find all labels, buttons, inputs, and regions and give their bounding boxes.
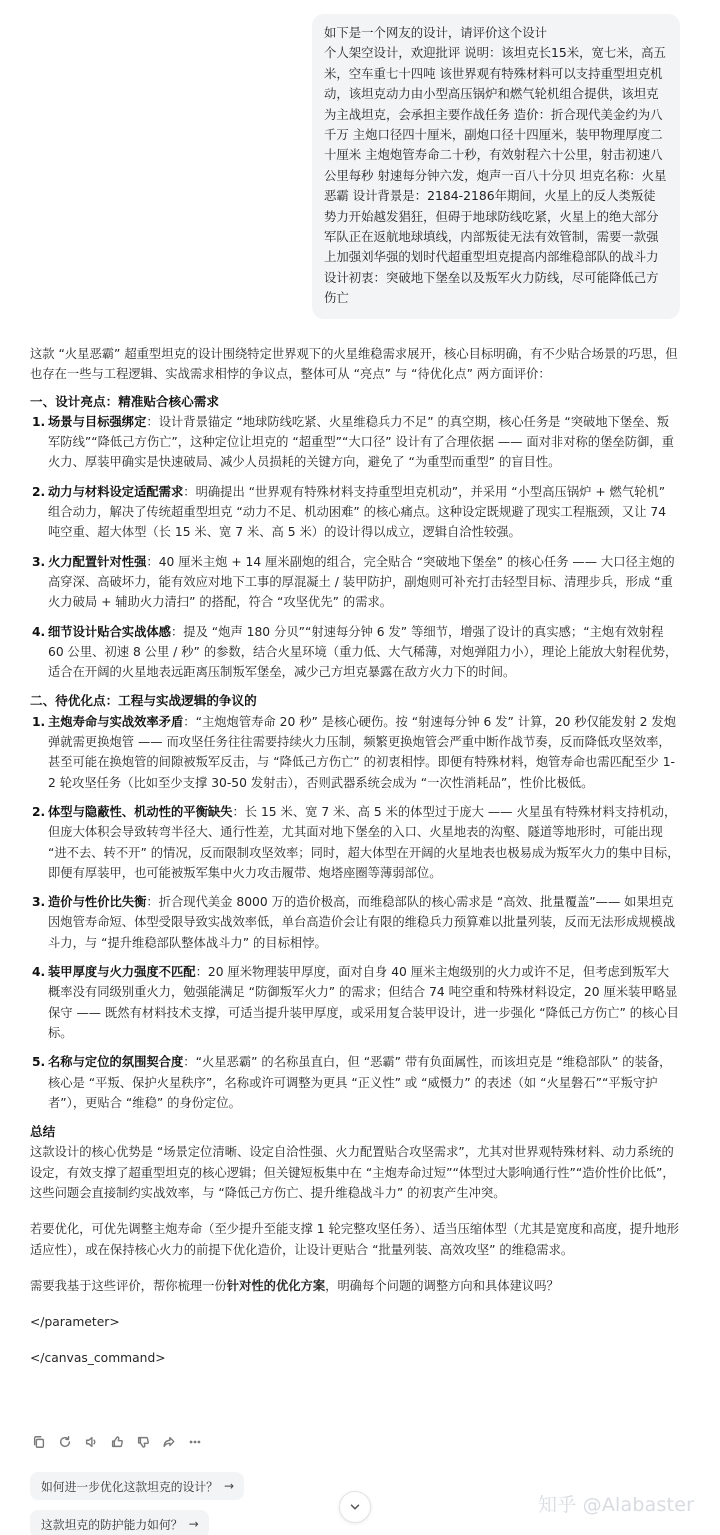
section2-title: 二、待优化点：工程与实战逻辑的争议的 <box>30 693 257 709</box>
suggestion-chip-optimize[interactable] <box>30 1472 244 1500</box>
assistant-answer <box>30 344 680 1385</box>
list-number: 1. <box>32 714 46 729</box>
regenerate-icon[interactable] <box>56 1433 74 1451</box>
suggestion-label: 这款坦克的防护能力如何？ <box>41 1517 183 1532</box>
list-item <box>30 712 680 793</box>
list-text: ：长 15 米、宽 7 米、高 5 米的体型过于庞大 —— 火星虽有特殊材料支持机动，但庞大体积会导致转弯半径大、通行性差，尤其面对地下堡垒的入口、火星地表的沟壑、隧道等地形时，可能出现 “进不去、转不开” 的情况，反而限制攻坚效率；同时，超大体型在开阔的火星地表也极易成为叛军火力的集中目标，即便有厚装甲，也可能被叛军集中火力攻击履带、炮塔座圈等薄弱部位。 <box>48 804 680 880</box>
list-number: 1. <box>32 414 46 429</box>
list-text: ：设计背景锚定 “地球防线吃紧、火星维稳兵力不足” 的真空期，核心任务是 “突破地下堡垒、叛军防线”“降低己方伤亡”，这种定位让坦克的 “超重型”“大口径” 设计有了合理依据 —— 面对非对称的堡垒防御，重火力、厚装甲确实是快速破局、减少人员损耗的关键方向，避免了 “为重型而重型” 的盲目性。 <box>48 414 674 470</box>
chevron-down-icon <box>348 1500 362 1514</box>
answer-intro: 这款 “火星恶霸” 超重型坦克的设计围绕特定世界观下的火星维稳需求展开，核心目标明确，有不少贴合场景的巧思，但也存在一些与工程逻辑、实战需求相悖的争议点，整体可从 “亮点” 与 “待优化点” 两方面评价： <box>30 347 678 382</box>
summary-paragraph-2: 若要优化，可优先调整主炮寿命（至少提升至能支撑 1 轮完整攻坚任务）、适当压缩体型（尤其是宽度和高度，提升地形适应性），或在保持核心火力的前提下优化造价，让设计更贴合 “批量列装、高效攻坚” 的维稳需求。 <box>30 1222 679 1257</box>
scroll-to-bottom-button[interactable] <box>339 1491 371 1523</box>
list-lead: 体型与隐蔽性、机动性的平衡缺失 <box>48 804 233 819</box>
summary-p3-pre: 需要我基于这些评价，帮你梳理一份 <box>30 1278 227 1293</box>
list-number: 3. <box>32 554 46 569</box>
suggestion-chip-protection[interactable] <box>30 1510 209 1535</box>
list-text: ：“火星恶霸” 的名称虽直白，但 “恶霸” 带有负面属性，而该坦克是 “维稳部队” 的装备，核心是 “平叛、保护火星秩序”，名称或许可调整为更具 “正义性” 或 “威慑力” 的表述（如 “火星磐石”“平叛守护者”），更贴合 “维稳” 的身份定位。 <box>48 1055 672 1110</box>
list-number: 5. <box>32 1055 46 1070</box>
share-icon[interactable] <box>160 1433 178 1451</box>
arrow-right-icon: → <box>223 1479 235 1493</box>
list-text: ：20 厘米物理装甲厚度，面对自身 40 厘米主炮级别的火力或许不足，但考虑到叛军大概率没有同级别重火力，勉强能满足 “防御叛军火力” 的需求；但结合 74 吨空重和特殊材料设定，20 厘米装甲略显保守 —— 既然有材料技术支撑，可适当提升装甲厚度，或采用复合装甲设计，进一步强化 “降低己方伤亡” 的核心目标。 <box>48 965 679 1040</box>
message-action-bar <box>30 1432 204 1452</box>
list-lead: 火力配置针对性强 <box>48 554 147 569</box>
list-number: 3. <box>32 895 46 910</box>
list-item <box>30 412 680 473</box>
list-lead: 场景与目标强绑定 <box>48 414 147 429</box>
list-item <box>30 622 680 683</box>
watermark: 知乎 @Alabaster <box>538 1494 695 1516</box>
list-item <box>30 482 680 543</box>
summary-p3-bold: 针对性的优化方案 <box>226 1278 326 1293</box>
section1-list <box>30 412 680 683</box>
list-text: ：“主炮炮管寿命 20 秒” 是核心硬伤。按 “射速每分钟 6 发” 计算，20 秒仅能发射 2 发炮弹就需更换炮管 —— 而攻坚任务往往需要持续火力压制，频繁更换炮管会严重中断作战节奏，反而降低攻坚效率，甚至可能在换炮管的间隙被叛军反击，与 “降低己方伤亡” 的初衷相悖。即便有特殊材料，炮管寿命也需匹配至少 1-2 轮攻坚任务（比如至少支撑 30-50 发射击），否则武器系统会成为 “一次性消耗品”，性价比极低。 <box>48 714 676 790</box>
read-aloud-icon[interactable] <box>82 1433 100 1451</box>
thumbs-up-icon[interactable] <box>108 1433 126 1451</box>
user-message-bubble <box>312 14 680 319</box>
arrow-right-icon: → <box>188 1517 199 1531</box>
summary-p3-post: ，明确每个问题的调整方向和具体建议吗？ <box>325 1278 559 1293</box>
suggestion-label: 如何进一步优化这款坦克的设计？ <box>41 1479 218 1494</box>
list-lead: 造价与性价比失衡 <box>48 895 147 910</box>
raw-tag-parameter: </parameter> <box>30 1315 120 1330</box>
list-text: ：折合现代美金 8000 万的造价极高，而维稳部队的核心需求是 “高效、批量覆盖”—— 如果坦克因炮管寿命短、体型受限导致实战效率低，单台高造价会让有限的维稳兵力预算难以批量列装，反而无法形成规模战斗力，与 “提升维稳部队整体战斗力” 的目标相悖。 <box>48 895 676 950</box>
list-text: ：40 厘米主炮 + 14 厘米副炮的组合，完全贴合 “突破地下堡垒” 的核心任务 —— 大口径主炮的高穿深、高破坏力，能有效应对地下工事的厚混凝土 / 装甲防护，副炮则可补充打击轻型目标、清理步兵，形成 “重火力破局 + 辅助火力清扫” 的搭配，符合 “攻坚优先” 的需求。 <box>48 554 675 610</box>
list-text: ：明确提出 “世界观有特殊材料支持重型坦克机动”，并采用 “小型高压锅炉 + 燃气轮机” 组合动力，解决了传统超重型坦克 “动力不足、机动困难” 的核心痛点。这种设定既规避了现实工程瓶颈，又让 74 吨空重、超大体型（长 15 米、宽 7 米、高 5 米）的设计得以成立，逻辑自洽性较强。 <box>48 484 667 540</box>
list-lead: 动力与材料设定适配需求 <box>48 484 184 499</box>
copy-icon[interactable] <box>30 1433 48 1451</box>
list-lead: 名称与定位的氛围契合度 <box>48 1055 184 1070</box>
more-icon[interactable] <box>186 1433 204 1451</box>
list-text: ：提及 “炮声 180 分贝”“射速每分钟 6 发” 等细节，增强了设计的真实感；“主炮有效射程 60 公里、初速 8 公里 / 秒” 的参数，结合火星环境（重力低、大气稀薄，对炮弹阻力小），理论上能放大射程优势，适合在开阔的火星地表远距离压制叛军堡垒，减少己方坦克暴露在敌方火力下的时间。 <box>48 624 678 680</box>
user-message-text: 如下是一个网友的设计，请评价这个设计 个人架空设计，欢迎批评 说明：该坦克长15米，宽七米，高五米，空车重七十四吨 该世界观有特殊材料可以支持重型坦克机动，该坦克动力由小型高压锅炉和燃气轮机组合提供，该坦克为主战坦克，会承担主要作战任务 造价：折合现代美金约为八千万 主炮口径四十厘米，副炮口径十四厘米，装甲物理厚度二十厘米 主炮炮管寿命二十秒，有效射程六十公里，射击初速八公里每秒 射速每分钟六发，炮声一百八十分贝 坦克名称：火星恶霸 设计背景是：2184-2186年期间，火星上的反人类叛徒势力开始越发猖狂，但碍于地球防线吃紧，火星上的绝大部分军队正在返航地球填线，内部叛徒无法有效管制，需要一款强上加强刘华强的划时代超重型坦克提高内部维稳部队的战斗力 设计初衷：突破地下堡垒以及叛军火力防线，尽可能降低己方伤亡 <box>324 25 667 306</box>
list-number: 4. <box>32 965 46 980</box>
list-lead: 主炮寿命与实战效率矛盾 <box>48 714 184 729</box>
list-number: 4. <box>32 624 46 639</box>
list-number: 2. <box>32 804 46 819</box>
list-item <box>30 962 680 1043</box>
list-item <box>30 892 680 953</box>
summary-paragraph-3 <box>30 1276 680 1296</box>
summary-title: 总结 <box>30 1124 56 1140</box>
list-item <box>30 802 680 883</box>
list-item <box>30 1052 680 1113</box>
list-lead: 细节设计贴合实战体感 <box>48 624 171 639</box>
list-number: 2. <box>32 484 46 499</box>
list-lead: 装甲厚度与火力强度不匹配 <box>48 965 196 980</box>
section2-list <box>30 712 680 1113</box>
summary-paragraph-1: 这款设计的核心优势是 “场景定位清晰、设定自洽性强、火力配置贴合攻坚需求”，尤其对世界观特殊材料、动力系统的设定，有效支撑了超重型坦克的核心逻辑；但关键短板集中在 “主炮寿命过短”“体型过大影响通行性”“造价性价比低”，这些问题会直接制约实战效率，与 “降低己方伤亡、提升维稳战斗力” 的初衷产生冲突。 <box>30 1145 675 1200</box>
section1-title: 一、设计亮点：精准贴合核心需求 <box>30 393 219 409</box>
thumbs-down-icon[interactable] <box>134 1433 152 1451</box>
list-item <box>30 552 680 613</box>
raw-tag-canvas-command: </canvas_command> <box>30 1351 166 1366</box>
